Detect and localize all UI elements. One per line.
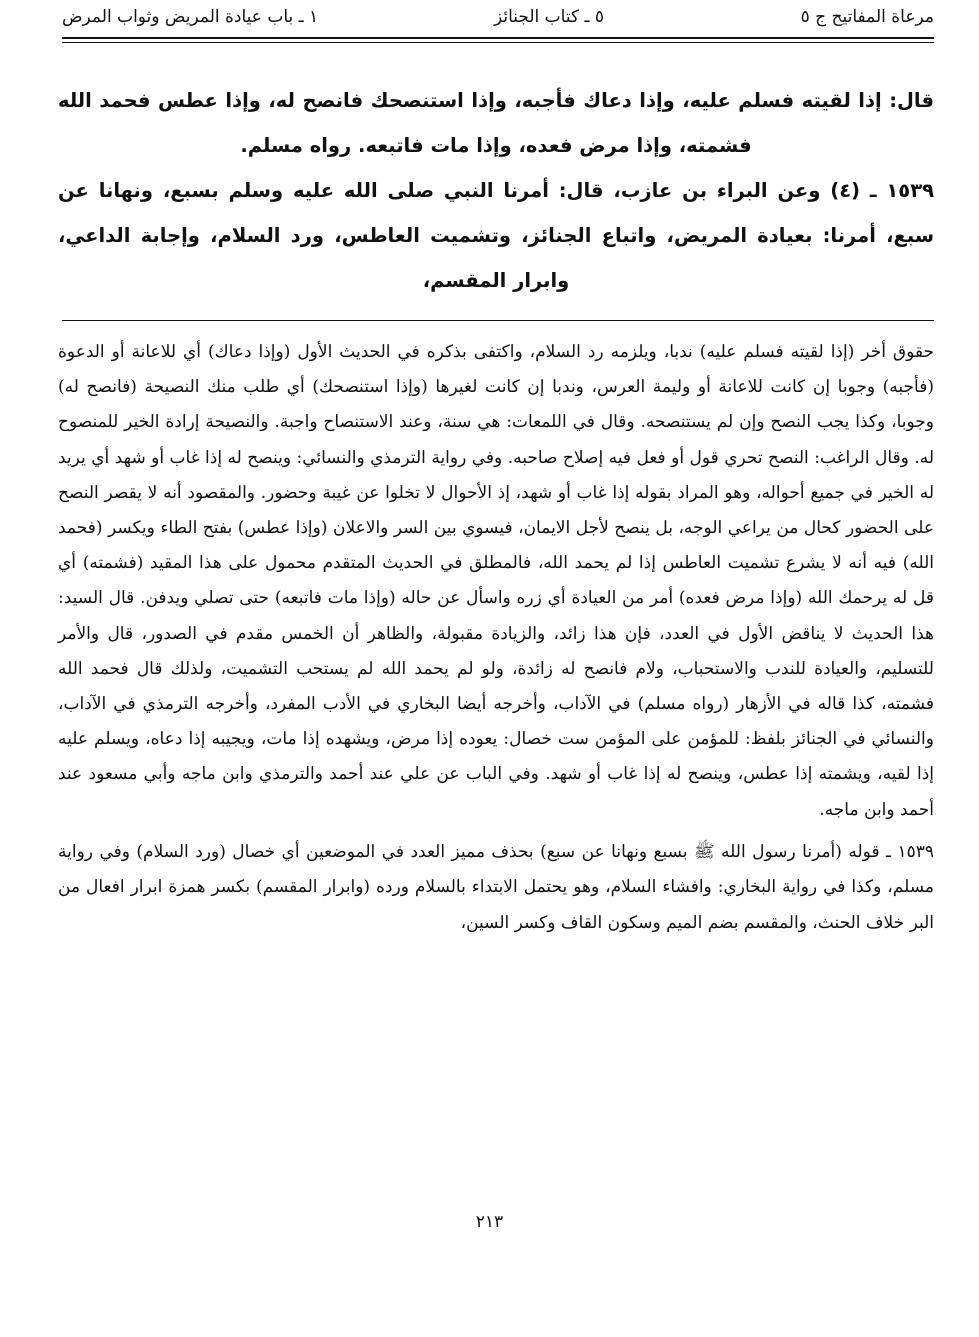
hadith-text xyxy=(58,78,934,303)
header-bab: ١ ـ باب عيادة المريض وثواب المرض xyxy=(62,7,319,27)
header-rule-thick xyxy=(62,37,934,39)
header-rule-thin xyxy=(62,42,934,43)
running-header xyxy=(62,4,934,32)
hadith-paragraph-2: ١٥٣٩ ـ (٤) وعن البراء بن عازب، قال: أمرنا النبي صلى الله عليه وسلم بسبع، ونهانا عن سبع، أمرنا: بعيادة المريض، واتباع الجنائز، وتشميت العاطس، ورد السلام، وإجابة الداعي، وابرار المقسم، xyxy=(58,179,935,292)
hadith-paragraph-1: قال: إذا لقيته فسلم عليه، وإذا دعاك فأجبه، وإذا استنصحك فانصح له، وإذا عطس فحمد الله فشمته، وإذا مرض فعده، وإذا مات فاتبعه. رواه مسلم. xyxy=(58,89,934,157)
header-book-title: مرعاة المفاتيح ج ٥ xyxy=(800,7,934,27)
commentary-paragraph-2: ١٥٣٩ ـ قوله (أمرنا رسول الله ﷺ بسبع ونهانا عن سبع) بحذف مميز العدد في الموضعين أي خصال (ورد السلام) وفي رواية مسلم، وكذا في رواية البخاري: وافشاء السلام، وهو يحتمل الابتداء بالسلام ورده (وابرار المقسم) بكسر همزة ابرار افعال من البر خلاف الحنث، والمقسم بضم الميم وسكون القاف وكسر السين، xyxy=(58,841,934,933)
commentary-paragraph-1: حقوق أخر (إذا لقيته فسلم عليه) ندبا، ويلزمه رد السلام، واكتفى بذكره في الحديث الأول (وإذا دعاك) أي للاعانة أو الدعوة (فأجبه) وجوبا إن كانت للاعانة أو وليمة العرس، وندبا إن كانت لغيرها (وإذا استنصحك) أي طلب منك النصيحة (فانصح له) وجوبا، وكذا يجب النصح وإن لم يستنصحه. وقال في اللمعات: هي سنة، وعند الاستنصاح واجبة. والنصيحة إرادة الخير للمنصوح له. وقال الراغب: النصح تحري قول أو فعل فيه إصلاح صاحبه. وفي رواية الترمذي والنسائي: وينصح له إذا غاب أو شهد أي يريد له الخير في جميع أحواله، وهو المراد بقوله إذا غاب أو شهد، إذ الأحوال لا تخلوا عن غيبة وحضور. والمقصود أنه لا يقصر النصح على الحضور كحال من يراعي الوجه، بل ينصح لأجل الايمان، فيسوي بين السر والاعلان (وإذا عطس) بفتح الطاء ويكسر (فحمد الله) فيه أنه لا يشرع تشميت العاطس إذا لم يحمد الله، فالمطلق في الحديث المتقدم محمول على هذا المقيد (فشمته) أي قل له يرحمك الله (وإذا مرض فعده) أمر من العيادة أي زره واسأل عن حاله (وإذا مات فاتبعه) حتى تصلي ويدفن. قال السيد: هذا الحديث لا يناقض الأول في العدد، فإن هذا زائد، والزيادة مقبولة، والظاهر أن الخمس مقدم في الصدور، قال والأمر للتسليم، والعيادة للندب والاستحباب، ولام فانصح له زائدة، ولو لم يحمد الله لم يستحب التشميت، ولذلك قال فحمد الله فشمته، كذا قاله في الأزهار (رواه مسلم) في الآداب، وأخرجه أيضا البخاري في الأدب المفرد، وأخرجه الترمذي في الآداب، والنسائي في الجنائز بلفظ: للمؤمن على المؤمن ست خصال: يعوده إذا مرض، ويشهده إذا مات، ويجيبه إذا دعاه، ويسلم عليه إذا لقيه، ويشمته إذا عطس، وينصح له إذا غاب أو شهد. وفي الباب عن علي عند أحمد والترمذي وابن ماجه وأبي مسعود عند أحمد وابن ماجه. xyxy=(58,342,934,820)
page-number: ٢١٣ xyxy=(475,1212,504,1232)
commentary-text xyxy=(58,335,934,941)
header-kitab: ٥ ـ كتاب الجنائز xyxy=(493,7,604,27)
section-divider xyxy=(62,320,934,321)
